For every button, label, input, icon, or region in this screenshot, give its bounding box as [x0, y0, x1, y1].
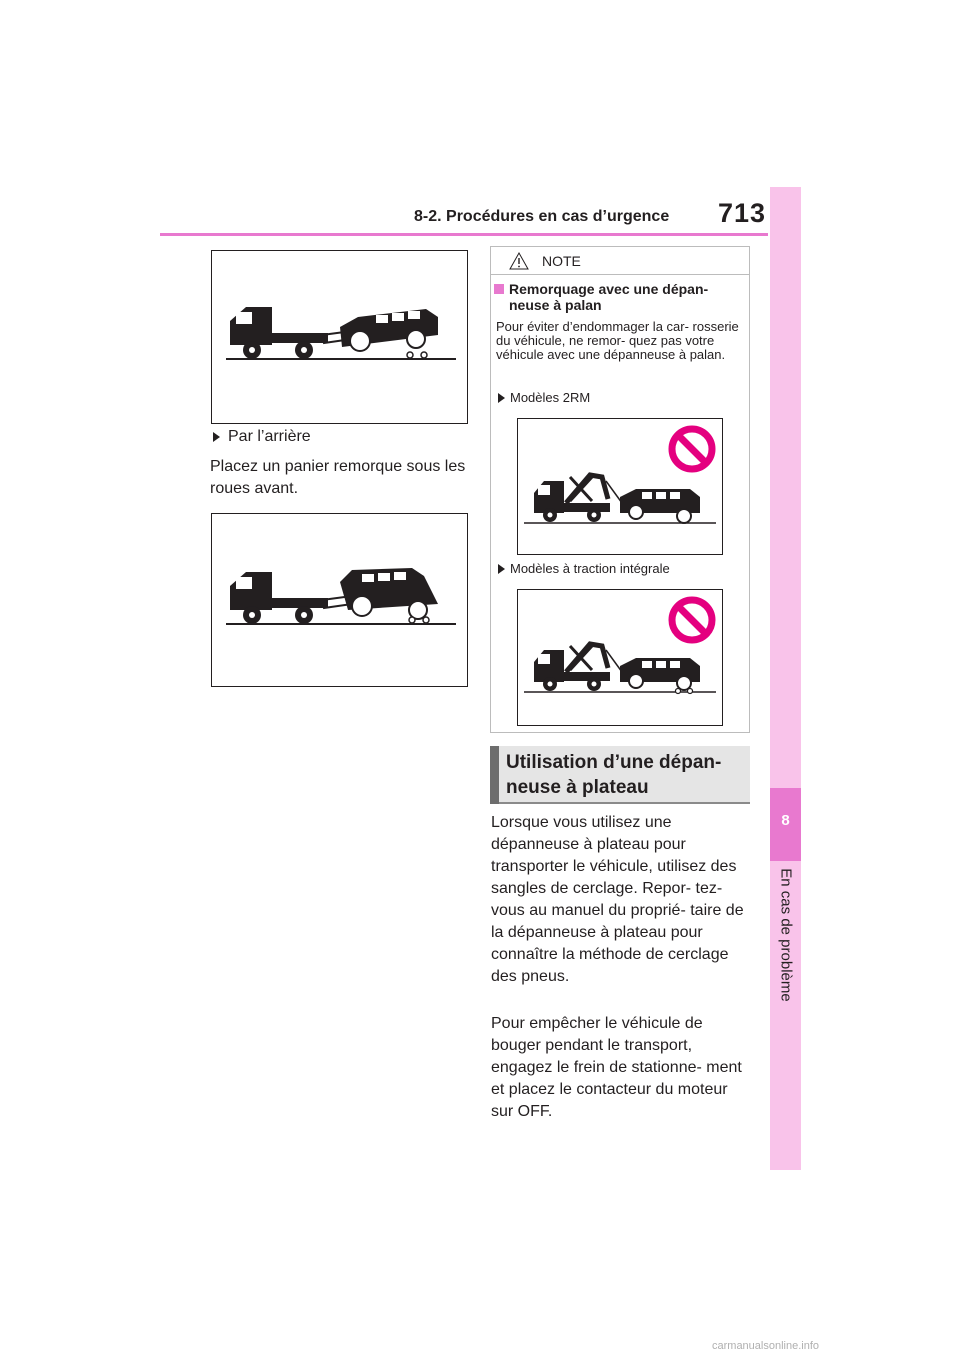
section-title: Utilisation d’une dépan- neuse à plateau	[506, 752, 722, 798]
note-bullet-awd	[498, 561, 670, 576]
rear-instructions: Placez un panier remorque sous les roues avant.	[210, 458, 466, 497]
header-section-title: 8-2. Procédures en cas d’urgence	[414, 208, 670, 225]
body-paragraph-flatbed: Lorsque vous utilisez une dépanneuse à plateau pour transporter le véhicule, utilisez des sangles de cerclage. Repor- tez-vous au manuel du proprié- taire de la dépanneuse à plateau pour connaître la méthode de cerclage des pneus.	[491, 814, 744, 985]
bullet-triangle-icon	[498, 393, 505, 403]
bullet-rear-label: Par l’arrière	[228, 428, 311, 445]
note-label: NOTE	[542, 253, 581, 269]
note-bullet-awd-label: Modèles à traction intégrale	[510, 561, 670, 576]
prohibited-hoist-2rm-illustration	[518, 419, 721, 553]
bullet-rear	[213, 428, 311, 446]
note-bullet-2rm-label: Modèles 2RM	[510, 390, 591, 405]
section-heading-bar	[490, 746, 499, 804]
figure-tow-truck-rear-lift	[211, 513, 468, 687]
bullet-triangle-icon	[213, 432, 220, 442]
footer-watermark: carmanualsonline.info	[712, 1340, 820, 1352]
note-heading-row	[494, 281, 746, 313]
page-number: 713	[718, 198, 767, 228]
bullet-triangle-icon	[498, 564, 505, 574]
header-rule	[160, 233, 768, 236]
tow-truck-front-lift-illustration	[212, 251, 466, 422]
tow-truck-rear-lift-illustration	[212, 514, 466, 685]
figure-tow-truck-front-lift	[211, 250, 468, 424]
note-heading: Remorquage avec une dépan- neuse à palan	[509, 281, 709, 313]
chapter-side-tab	[770, 187, 801, 1170]
warning-triangle-icon	[508, 251, 530, 276]
prohibited-hoist-awd-illustration	[518, 590, 721, 724]
pink-square-icon	[494, 284, 504, 294]
chapter-title: En cas de problème	[777, 868, 795, 1002]
note-body: Pour éviter d’endommager la car- rosserie du véhicule, ne remor- quez pas votre véhicule avec une dépanneuse à palan.	[496, 319, 739, 362]
figure-prohibited-hoist-2rm	[517, 418, 723, 555]
body-paragraph-parking: Pour empêcher le véhicule de bouger pendant le transport, engagez le frein de stationne- ment et placez le contacteur du moteur sur OFF.	[491, 1015, 742, 1120]
note-bullet-2rm	[498, 390, 590, 405]
figure-prohibited-hoist-awd	[517, 589, 723, 726]
chapter-number: 8	[781, 812, 790, 829]
